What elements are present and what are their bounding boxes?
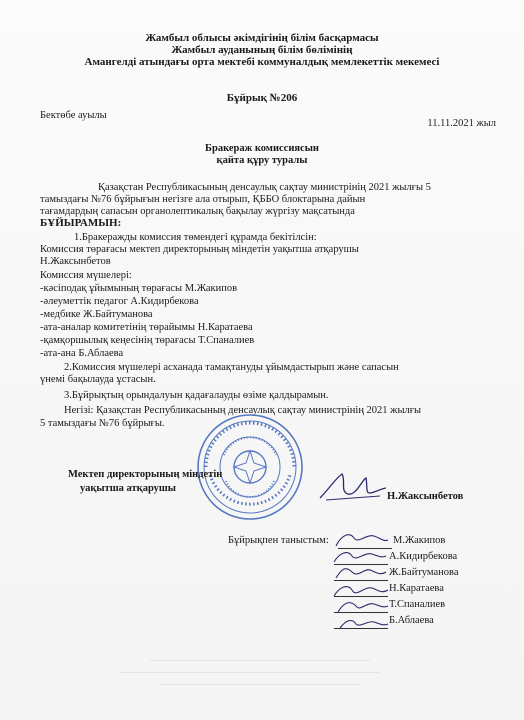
item-2-line-2: үнемі бақылауда ұстасын. — [40, 374, 156, 385]
header-line-3: Амангелді атындағы орта мектебі коммуналдық мемлекеттік мекемесі — [84, 56, 440, 68]
member-1: -кәсіподақ ұйымының төрағасы М.Жакипов — [40, 283, 238, 294]
official-stamp-icon — [196, 413, 304, 521]
ack-name-2: А.Кидирбекова — [389, 551, 458, 562]
preamble-line-1: Қазақстан Республикасының денсаулық сақтау министрінің 2021 жылғы 5 — [98, 182, 431, 193]
order-title: Бұйрық №206 — [226, 92, 298, 104]
acknowledgement-signatures-icon — [330, 528, 392, 632]
member-2: -әлеуметтік педагог А.Кидирбекова — [40, 296, 199, 307]
bleed-through-mark — [160, 684, 360, 685]
preamble-line-2: тамыздағы №76 бұйрығын негізге ала отырып, ҚББО блоктарына дайын — [40, 194, 366, 205]
preamble-line-3: тағамдардың сапасын органолептикалық бақылау жүргізу мақсатында — [40, 206, 355, 217]
signer-title-line-1: Мектеп директорының міндетін — [68, 469, 223, 480]
member-3: -медбике Ж.Байтуманова — [40, 309, 153, 320]
chair-line-2: Н.Жаксынбетов — [40, 256, 111, 267]
member-6: -ата-ана Б.Аблаева — [40, 348, 124, 359]
basis-line-1: Негізі: Қазақстан Республикасының денсаулық сақтау министрінің 2021 жылғы — [64, 405, 422, 416]
ack-name-4: Н.Каратаева — [389, 583, 444, 594]
order-place: Бектөбе ауылы — [40, 110, 107, 121]
ack-name-3: Ж.Байтуманова — [389, 567, 459, 578]
item-2-line-1: 2.Комиссия мүшелері асханада тамақтануды ұйымдастырып және сапасын — [64, 362, 399, 373]
order-date: 11.11.2021 жыл — [427, 118, 496, 129]
chair-line-1: Комиссия төрағасы мектеп директорының міндетін уақытша атқарушы — [40, 244, 359, 255]
members-label: Комиссия мүшелері: — [40, 270, 132, 281]
signer-name: Н.Жаксынбетов — [387, 491, 464, 502]
bleed-through-mark — [150, 660, 370, 661]
signer-title-line-2: уақытша атқарушы — [80, 483, 176, 494]
basis-line-2: 5 тамыздағы №76 бұйрығы. — [40, 418, 165, 429]
subject-line-2: қайта құру туралы — [216, 155, 308, 166]
director-signature-icon — [318, 470, 388, 504]
bleed-through-mark — [120, 672, 380, 673]
order-word: БҰЙЫРАМЫН: — [40, 217, 122, 229]
subject-line-1: Бракераж комиссиясын — [205, 143, 319, 154]
member-5: -қамқоршылық кеңесінің төрағасы Т.Спаналиев — [40, 335, 255, 346]
header-line-2: Жамбыл ауданының білім бөлімінің — [171, 44, 353, 56]
ack-name-6: Б.Аблаева — [389, 615, 434, 626]
acknowledgement-label: Бұйрықпен таныстым: — [228, 535, 329, 546]
member-4: -ата-аналар комитетінің төрайымы Н.Каратаева — [40, 322, 253, 333]
item-1: 1.Бракеражды комиссия төмендегі құрамда бекітілсін: — [74, 232, 317, 243]
ack-name-5: Т.Спаналиев — [389, 599, 446, 610]
ack-name-1: М.Жакипов — [393, 535, 446, 546]
header-line-1: Жамбыл облысы әкімдігінің білім басқармасы — [145, 32, 379, 44]
item-3: 3.Бұйрықтың орындалуын қадағалауды өзіме қалдырамын. — [64, 390, 329, 401]
